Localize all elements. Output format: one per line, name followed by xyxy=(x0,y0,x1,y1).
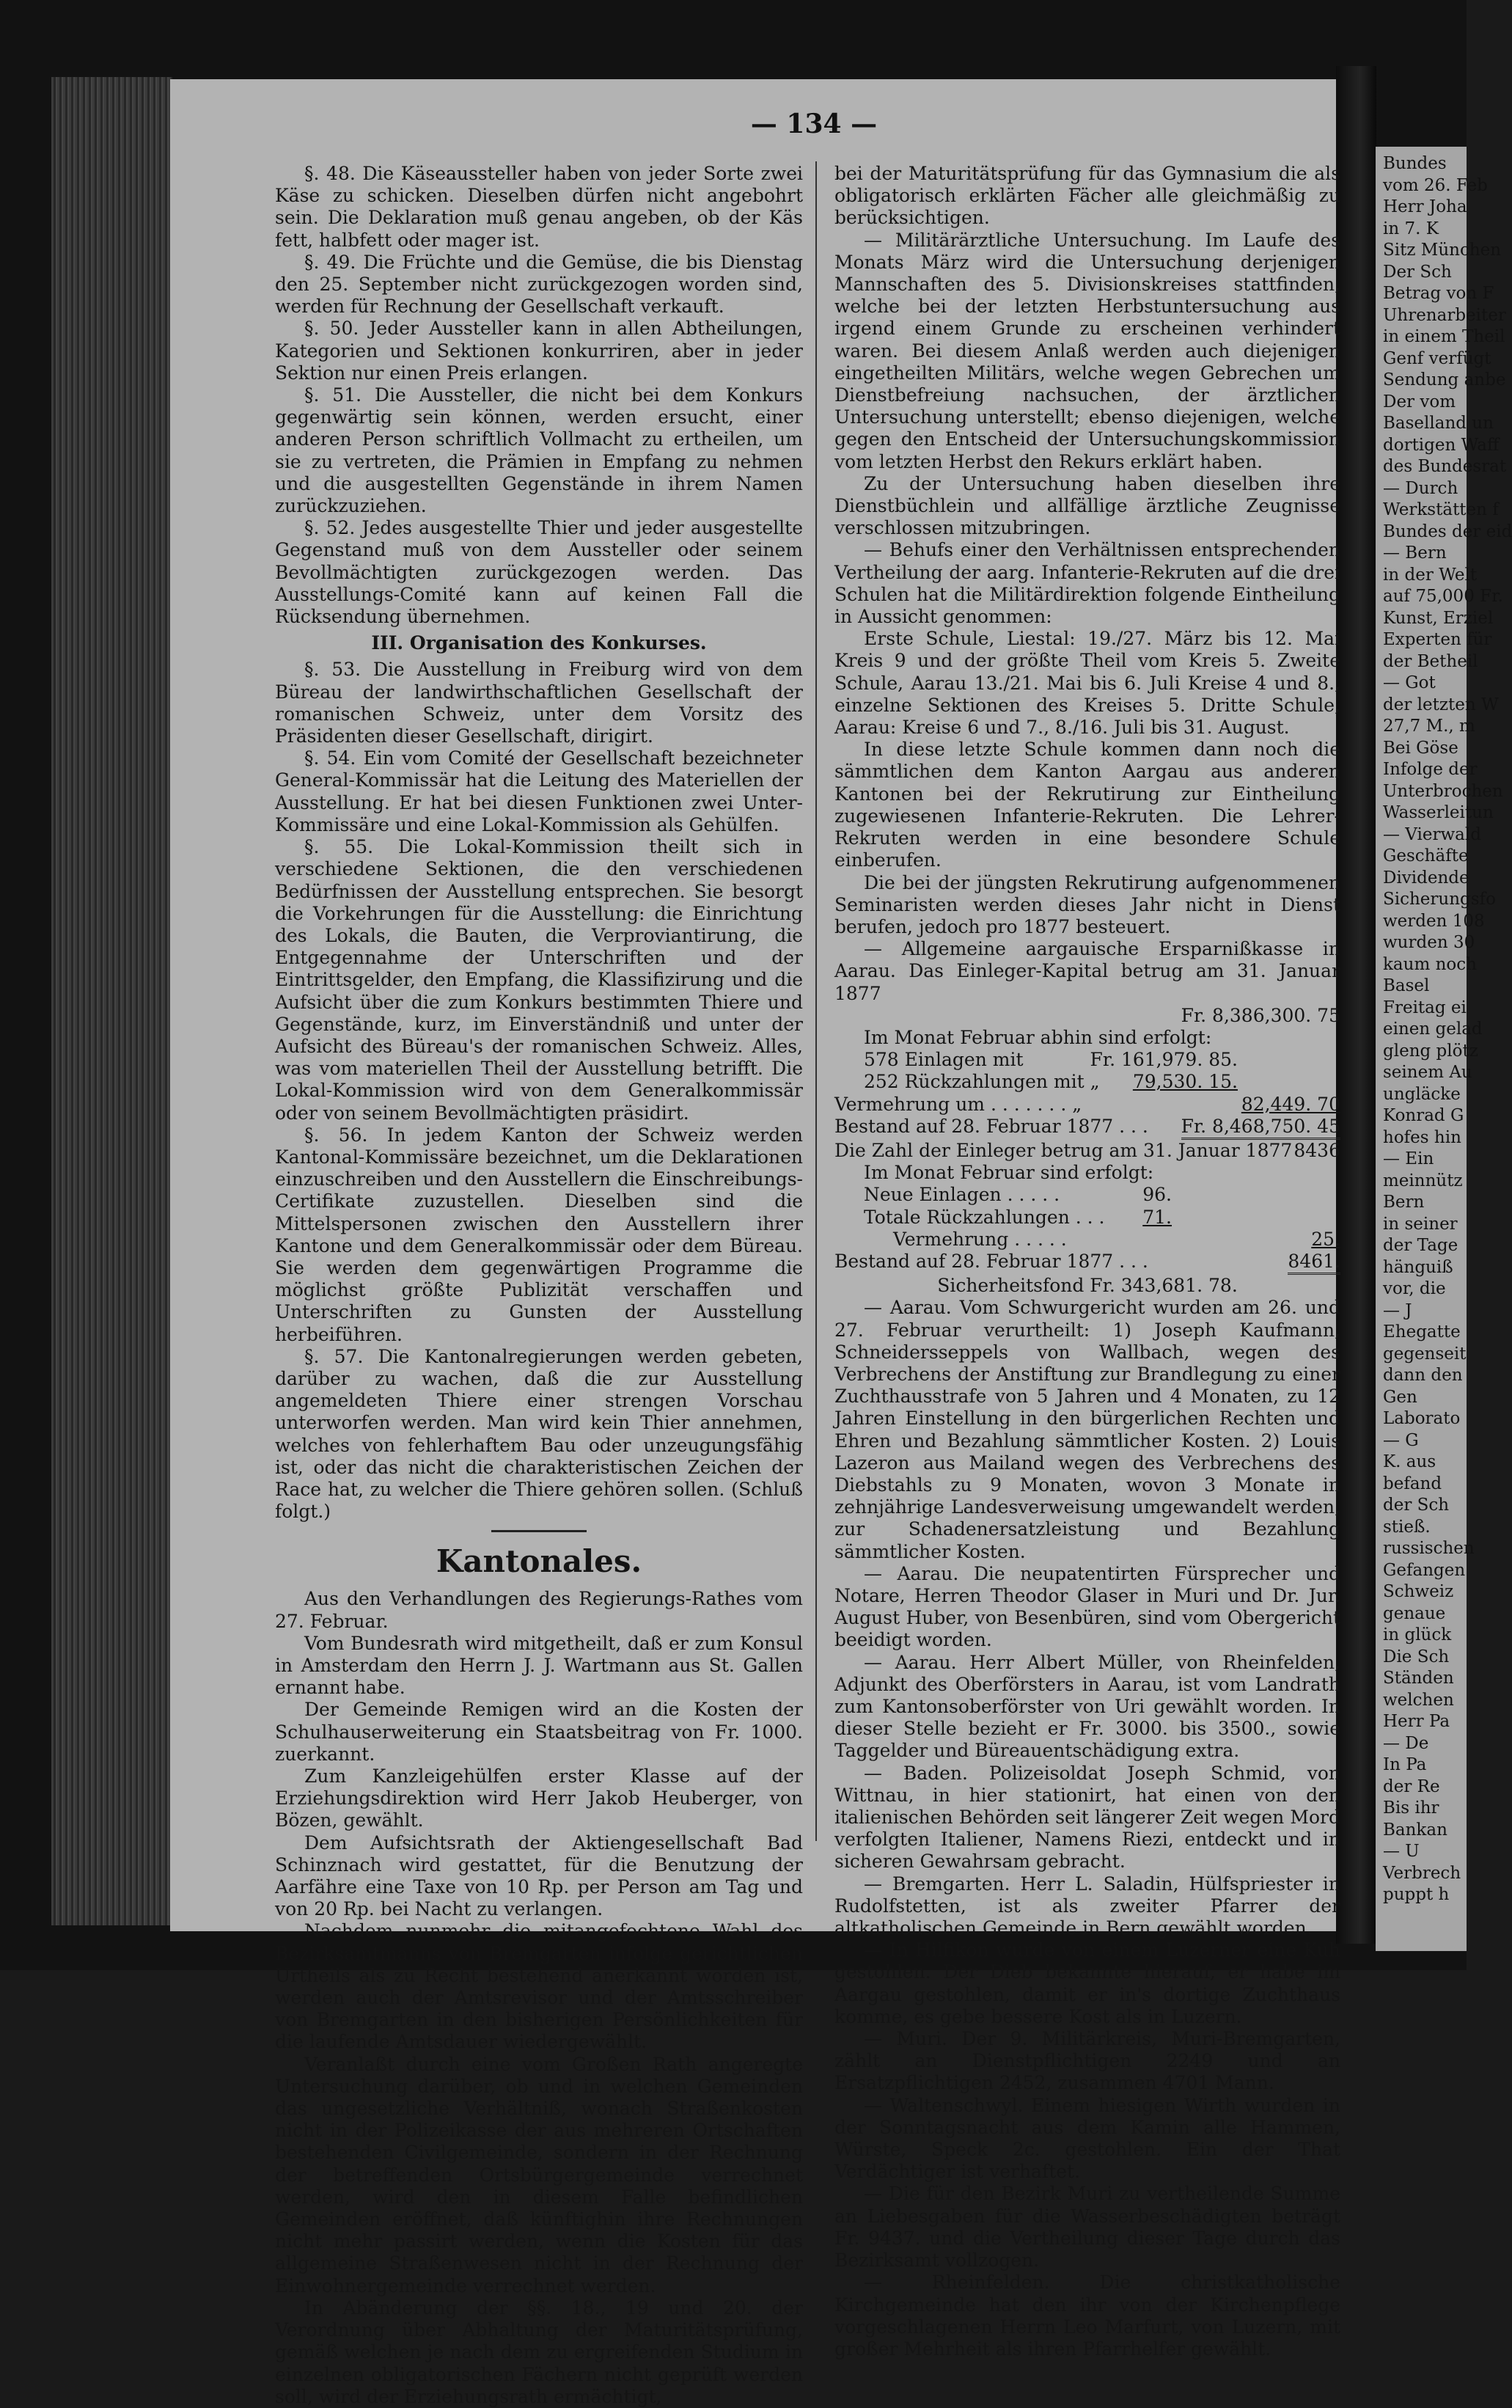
balance2-label: Bestand auf 28. Februar 1877 . . . xyxy=(834,1250,1148,1272)
capital-value: Fr. 8,386,300. 75 xyxy=(1181,1004,1340,1026)
paragraph: — Baden. Polizeisoldat Joseph Schmid, von Wittnau, in hier stationirt, hat einen von den italienischen Behörden seit längerer Zeit wegen Mord verfolgten Italiener, Namens Riezi, entdeckt und in sicheren Gewahrsam gebracht. xyxy=(834,1762,1340,1873)
next-page-line: Genf verfügt xyxy=(1383,348,1491,368)
next-page-line: auf 75,000 Fr. xyxy=(1383,587,1503,606)
next-page-line: Kunst, Erziel xyxy=(1383,608,1494,628)
next-page-line: genaue xyxy=(1383,1603,1446,1623)
next-page-line: Bern xyxy=(1383,1193,1425,1212)
balance-value: Fr. 8,468,750. 45 xyxy=(1181,1116,1340,1140)
next-page-line: Verbrech xyxy=(1383,1863,1461,1883)
next-page-line: stieß. xyxy=(1383,1517,1431,1537)
increase2-label: Vermehrung . . . . . xyxy=(893,1228,1067,1250)
next-page-line: Der vom xyxy=(1383,392,1456,411)
paragraph: Erste Schule, Liestal: 19./27. März bis 12. Mai Kreis 9 und der größte Theil vom Kreis 5. Zweite Schule, Aarau 13./21. Mai bis 6. Juli Kreise 4 und 8., einzelne Sektionen des Kreises 5. Dritte Schule, Aarau: Kreise 6 und 7., 8./16. Juli bis 31. August. xyxy=(834,628,1340,739)
next-page-line: — Ein xyxy=(1383,1149,1434,1168)
paragraph: Zum Kanzleigehülfen erster Klasse auf der Erziehungsdirektion wird Herr Jakob Heuberger, von Bözen, gewählt. xyxy=(275,1765,803,1831)
next-page-line: Der Sch xyxy=(1383,262,1452,282)
paragraph: — Die für den Bezirk Muri zu vertheilende Summe an Liebesgaben für die Wasserbeschädigten beträgt Fr. 9437. und die Vertheilung dieser Tage durch das Bezirksamt vollzogen. xyxy=(834,2183,1340,2272)
paragraph: §. 49. Die Früchte und die Gemüse, die bis Dienstag den 25. September nicht zurückgezogen worden sind, werden für Rechnung der Gesellschaft verkauft. xyxy=(275,251,803,318)
paragraph: Nachdem nunmehr die mitangefochtene Wahl des Bezirksamtmanns von Bremgarten infolge gerichtlichen Urtheils als zu Recht bestehend anerkannt worden ist, werden auch der Amtsrevisor und der Amtsschreiber von Bremgarten in den bisherigen Persönlichkeiten für die laufende Amtsdauer wiedergewählt. xyxy=(275,1920,803,2053)
next-page-line: der Re xyxy=(1383,1776,1440,1796)
next-page-line: Sendung anbe xyxy=(1383,370,1506,389)
paragraph: Aus den Verhandlungen des Regierungs-Rathes vom 27. Februar. xyxy=(275,1588,803,1632)
paragraph: — In Hilfikon wurde von einem Luzerner eine Kuh gestohlen. Der Dieb bekannte hierauf, er habe im Aargau gestohlen, damit er in's dortige Zuchthaus komme, es gebe bessere Kost als in Luzern. xyxy=(834,1939,1340,2027)
next-page-line: — U xyxy=(1383,1842,1420,1861)
section-rule xyxy=(491,1530,587,1532)
increase-label: Vermehrung um . . . . . . . „ xyxy=(834,1093,1082,1115)
next-page-line: kaum noch xyxy=(1383,954,1477,974)
next-page-line: Baselland un xyxy=(1383,414,1494,433)
next-page-line: — De xyxy=(1383,1733,1429,1753)
paragraph: — Aarau. Herr Albert Müller, von Rheinfelden, Adjunkt des Oberförsters in Aarau, ist vom Landrath zum Kantonsoberförster von Uri gewählt worden. In dieser Stelle bezieht er Fr. 3000. bis 3500., sowie Taggelder und Büreauentschädigung extra. xyxy=(834,1651,1340,1762)
next-page-line: Wasserleitun xyxy=(1383,803,1494,822)
next-page-line: Konrad G xyxy=(1383,1106,1464,1125)
next-page-line: des Bundesrat xyxy=(1383,457,1507,476)
next-page-line: der letzten W xyxy=(1383,695,1499,714)
next-page-line: 27,7 M., m xyxy=(1383,717,1475,736)
section-title: Kantonales. xyxy=(436,1543,642,1580)
next-page-line: — Vierwald xyxy=(1383,824,1481,844)
next-page-line: Gen xyxy=(1383,1387,1417,1407)
withdrawals-value: 79,530. 15. xyxy=(1132,1071,1238,1093)
section-heading: III. Organisation des Konkurses. xyxy=(371,632,707,654)
next-page-line: in der Welt xyxy=(1383,565,1478,585)
next-page-line: seinem Au xyxy=(1383,1063,1472,1082)
next-page-line: Infolge der xyxy=(1383,760,1478,779)
next-page-line: Schweiz xyxy=(1383,1582,1454,1601)
next-page-line: Betrag von F xyxy=(1383,284,1494,303)
next-page-line: meinnütz xyxy=(1383,1171,1463,1190)
next-page-line: werden 108 xyxy=(1383,911,1485,931)
next-page-line: Uhrenarbeiter xyxy=(1383,305,1506,325)
next-page-line: der Tage xyxy=(1383,1236,1458,1255)
paragraph: Die bei der jüngsten Rekrutirung aufgenommenen Seminaristen werden dieses Jahr nicht in Dienst berufen, jedoch pro 1877 besteuert. xyxy=(834,871,1340,937)
next-page-line: In Pa xyxy=(1383,1755,1427,1774)
paragraph-continued: bei der Maturitätsprüfung für das Gymnasium die als obligatorisch erklärten Fächer alle gleichmäßig zu berücksichtigen. xyxy=(834,163,1340,229)
paragraph: In Abänderung der §§. 18., 19 und 20. der Verordnung über Abhaltung der Maturitätsprüfung, gemäß welchen je nach dem zu ergreifenden Studium in einzelnen obligatorischen Fächern nicht geprüft werden soll, wird der Erziehungsrath ermächtigt, xyxy=(275,2297,803,2407)
paragraph: §. 55. Die Lokal-Kommission theilt sich in verschiedene Sektionen, die den verschiedenen Bedürfnissen der Ausstellung entsprechen. Sie besorgt die Vorkehrungen für die Ausstellung: die Einrichtung des Lokals, die Bauten, die Verproviantirung, die Entgegennahme der Unterschriften und der Eintrittsgelder, den Empfang, die Klassifizirung und die Aufsicht über die zum Konkurs bestimmten Thiere und Gegenstände, kurz, im Einverständniß und unter der Aufsicht des Büreau's der romanischen Schweiz. Alles, was vom materiellen Theil der Ausstellung betrifft. Die Lokal-Kommission wird von dem Generalkommissär oder von seinem Bevollmächtigten präsidirt. xyxy=(275,836,803,1124)
next-page-line: Basel xyxy=(1383,976,1430,995)
left-column xyxy=(275,163,803,2408)
next-page-line: Laborato xyxy=(1383,1409,1461,1428)
next-page-line: vom 26. Feb xyxy=(1383,175,1488,195)
next-page-line: Dividende xyxy=(1383,868,1469,888)
next-page-line: gegenseit xyxy=(1383,1344,1467,1364)
balance2-value: 8461. xyxy=(1288,1251,1340,1275)
next-page-line: welchen xyxy=(1383,1690,1454,1710)
paragraph: — Bremgarten. Herr L. Saladin, Hülfspriester in Rudolfstetten, ist als zweiter Pfarrer der altkatholischen Gemeinde in Bern gewählt worden. xyxy=(834,1873,1340,1939)
paragraph: §. 50. Jeder Aussteller kann in allen Abtheilungen, Kategorien und Sektionen konkurriren, aber in jeder Sektion nur einen Preis erlangen. xyxy=(275,318,803,384)
book-gutter xyxy=(1336,66,1376,1944)
next-page-line: Bundes xyxy=(1383,154,1447,173)
next-page-line: der Betheil xyxy=(1383,651,1478,671)
paragraph: §. 56. In jedem Kanton der Schweiz werden Kantonal-Kommissäre bezeichnet, um die Deklarationen einzuschreiben und den Ausstellern die Einschreibungs-Certifikate zuzustellen. Dieselben sind die Mittelspersonen zwischen den Ausstellern ihrer Kantone und dem Generalkommissär oder dem Büreau. Sie werden dem gegenwärtigen Programme die möglichst größte Publizität verschaffen und Unterschriften zu Gunsten der Ausstellung herbeiführen. xyxy=(275,1124,803,1345)
depositors-value: 8436 xyxy=(1293,1139,1340,1161)
month-intro: Im Monat Februar abhin sind erfolgt: xyxy=(864,1026,1212,1048)
right-column-lower xyxy=(834,1297,1340,2360)
next-page-line: — G xyxy=(1383,1430,1419,1450)
paragraph: §. 57. Die Kantonalregierungen werden gebeten, darüber zu wachen, daß die zur Ausstellung angemeldeten Thiere einer strengen Vorschau unterworfen werden. Man wird kein Thier annehmen, welches von fehlerhaftem Bau oder unzeugungsfähig ist, oder das nicht die charakteristischen Zeichen der Race hat, zu welcher die Thiere gehören sollen. (Schluß folgt.) xyxy=(275,1345,803,1523)
balance-label: Bestand auf 28. Februar 1877 . . . xyxy=(834,1115,1148,1137)
next-page-line: puppt h xyxy=(1383,1885,1450,1904)
next-page-line: — J xyxy=(1383,1300,1412,1320)
paragraph: §. 51. Die Aussteller, die nicht bei dem Konkurs gegenwärtig sein können, werden ersucht, einer anderen Person schriftlich Vollmacht zu ertheilen, um sie zu vertreten, die Prämien in Empfang zu nehmen und die ausgestellten Gegenstände in ihrem Namen zurückzuziehen. xyxy=(275,384,803,517)
next-page-line: vor, die xyxy=(1383,1279,1446,1298)
next-page-line: Bundes der eid xyxy=(1383,522,1512,541)
paragraph: — Muri. Der 9. Militärkreis, Muri-Bremgarten, zählt an Dienstpflichtigen 2249 und an Ersatzpflichtigen 2452, zusammen 4701 Mann. xyxy=(834,2028,1340,2094)
next-page-line: in seiner xyxy=(1383,1214,1458,1234)
next-page-line: Herr Pa xyxy=(1383,1712,1450,1731)
deposits-label: 578 Einlagen mit xyxy=(864,1049,1024,1071)
month-intro-2: Im Monat Februar sind erfolgt: xyxy=(864,1162,1154,1184)
next-page-line: Ehegatte xyxy=(1383,1322,1461,1342)
next-page-line: Bei Göse xyxy=(1383,738,1458,758)
paragraph: — Aarau. Die neupatentirten Fürsprecher und Notare, Herren Theodor Glaser in Muri und Dr. Jur. August Huber, von Besenbüren, sind vom Obergericht beeidigt worden. xyxy=(834,1562,1340,1651)
paragraph: — Waltenschwyl. Einem hiesigen Wirth wurden in der Sonntagsnacht aus dem Kamin alle Hammen, Würste, Speck 2c. gestohlen. Ein der That Verdächtiger ist verhaftet. xyxy=(834,2094,1340,2183)
paragraph: In diese letzte Schule kommen dann noch die sämmtlichen dem Kanton Aargau aus anderen Kantonen bei der Rekrutirung zur Eintheilung zugewiesenen Infanterie-Rekruten. Die Lehrer-Rekruten werden in eine besondere Schule einberufen. xyxy=(834,739,1340,871)
paragraph: Der Gemeinde Remigen wird an die Kosten der Schulhauserweiterung ein Staatsbeitrag von Fr. 1000. zuerkannt. xyxy=(275,1699,803,1765)
next-page-line: Herr Joha xyxy=(1383,197,1467,216)
next-page-line: Die Sch xyxy=(1383,1647,1450,1666)
column-divider xyxy=(815,161,817,1841)
next-page-line: Unterbrochen xyxy=(1383,781,1503,801)
next-page-line: einen gelad xyxy=(1383,1020,1483,1039)
total-withdrawals-label: Totale Rückzahlungen . . . xyxy=(864,1206,1105,1228)
next-page-line: ungläcke xyxy=(1383,1084,1461,1104)
next-page-line: Geschäfte xyxy=(1383,846,1469,866)
paragraph: — Militärärztliche Untersuchung. Im Laufe des Monats März wird die Untersuchung derjenigen Mannschaften des 5. Divisionskreises stattfinden, welche bei der letzten Herbstuntersuchung aus irgend einem Grunde zu erscheinen verhindert waren. Bei diesem Anlaß werden auch diejenigen eingetheilten Militärs, welche wegen Gebrechen um Dienstbefreiung nachsuchen, der ärztlichen Untersuchung unterstellt; ebenso diejenigen, welche gegen den Entscheid der Untersuchungskommission vom letzten Herbst den Rekurs erklärt haben. xyxy=(834,229,1340,472)
deposits-value: Fr. 161,979. 85. xyxy=(1090,1049,1238,1071)
next-page-fragment xyxy=(1376,147,1512,1951)
increase-value: 82,449. 70 xyxy=(1241,1093,1340,1115)
next-page-line: K. aus xyxy=(1383,1452,1436,1471)
paragraph: — Behufs einer den Verhältnissen entsprechenden Vertheilung der aarg. Infanterie-Rekruten auf die drei Schulen hat die Militärdirektion folgende Eintheilung in Aussicht genommen: xyxy=(834,539,1340,628)
paragraph: §. 48. Die Käseaussteller haben von jeder Sorte zwei Käse zu schicken. Dieselben dürfen nicht angebohrt sein. Die Deklaration muß genau angeben, ob der Käs fett, halbfett oder mager ist. xyxy=(275,163,803,251)
paragraph: — Aarau. Vom Schwurgericht wurden am 26. und 27. Februar verurtheilt: 1) Joseph Kaufmann, Schneidersseppels von Wallbach, wegen des Verbrechens der Anstiftung zur Brandlegung zu einer Zuchthausstrafe von 5 Jahren und 4 Monaten, zu 12 Jahren Einstellung in den bürgerlichen Rechten und Ehren und Bezahlung sämmtlicher Kosten. 2) Louis Lazeron aus Mailand wegen des Verbrechens des Diebstahls zu 9 Monaten, wovon 3 Monate in zehnjährige Landesverweisung umgewandelt werden, zur Schadenersatzleistung und Bezahlung sämmtlicher Kosten. xyxy=(834,1297,1340,1562)
next-page-line: Bankan xyxy=(1383,1820,1447,1840)
next-page-line: in glück xyxy=(1383,1625,1452,1644)
next-page-line: Freitag ei xyxy=(1383,998,1467,1017)
next-page-line: — Bern xyxy=(1383,544,1447,563)
page-stack-edge xyxy=(51,77,172,1925)
next-page-line: in 7. K xyxy=(1383,219,1439,238)
next-page-line: befand xyxy=(1383,1474,1442,1493)
next-page-line: hänguiß xyxy=(1383,1257,1453,1277)
depositors-label: Die Zahl der Einleger betrug am 31. Januar 1877 xyxy=(834,1139,1293,1161)
paragraph: Dem Aufsichtsrath der Aktiengesellschaft Bad Schinznach wird gestattet, für die Benutzung der Aarfähre eine Taxe von 10 Rp. per Person am Tag und von 20 Rp. bei Nacht zu verlangen. xyxy=(275,1831,803,1920)
page-number: — 134 — xyxy=(750,109,878,139)
next-page-line: Sitz München xyxy=(1383,241,1502,260)
next-page-line: Gefangen xyxy=(1383,1560,1466,1580)
savings-table xyxy=(834,1005,1340,1298)
next-page-line: dann den xyxy=(1383,1366,1463,1385)
next-page-line: Ständen xyxy=(1383,1669,1454,1688)
next-page-line: Werkstätten f xyxy=(1383,500,1499,519)
next-page-line: Bis ihr xyxy=(1383,1798,1439,1818)
right-column xyxy=(834,163,1340,2360)
paragraph: §. 52. Jedes ausgestellte Thier und jeder ausgestellte Gegenstand muß von dem Aussteller oder seinem Bevollmächtigten zurückgezogen werden. Das Ausstellungs-Comité kann auf keinen Fall die Rücksendung übernehmen. xyxy=(275,517,803,628)
next-page-line: gleng plötz xyxy=(1383,1041,1478,1061)
paragraph: §. 53. Die Ausstellung in Freiburg wird von dem Büreau der landwirthschaftlichen Gesellschaft der romanischen Schweiz, unter dem Vorsitz des Präsidenten dieser Gesellschaft, dirigirt. xyxy=(275,659,803,747)
next-page-line: Experten für xyxy=(1383,630,1492,649)
next-page-line: — Got xyxy=(1383,673,1436,692)
withdrawals-label: 252 Rückzahlungen mit „ xyxy=(864,1071,1100,1093)
paragraph: Zu der Untersuchung haben dieselben ihre Dienstbüchlein und allfällige ärztliche Zeugnisse verschlossen mitzubringen. xyxy=(834,472,1340,539)
next-page-line: — Durch xyxy=(1383,478,1458,498)
new-deposits-value: 96. xyxy=(1142,1184,1172,1206)
paragraph: §. 54. Ein vom Comité der Gesellschaft bezeichneter General-Kommissär hat die Leitung des Materiellen der Ausstellung. Er hat bei diesen Funktionen zwei Unter-Kommissäre und eine Lokal-Kommission als Gehülfen. xyxy=(275,747,803,835)
right-column-upper xyxy=(834,163,1340,1005)
next-page-line: hofes hin xyxy=(1383,1127,1461,1147)
next-page-line: dortigen Waff xyxy=(1383,435,1500,455)
new-deposits-label: Neue Einlagen . . . . . xyxy=(864,1184,1060,1206)
paragraph: Veranlaßt durch eine vom Großen Rath angeregte Untersuchung darüber, ob und in welchen Gemeinden das ungesetzliche Verhältniß, wonach Straßenkosten nicht in der Polizeikasse der aus mehreren Ortschaften bestehenden Civilgemeinde, sondern in der Rechnung der betreffenden Ortsbürgergemeinde verrechnet werden, wird den in diesem Falle befindlichen Gemeinden eröffnet, daß künftighin ihre Rechnungen nicht mehr passirt werden, wenn die Kosten für das allgemeine Straßenwesen nicht in der Rechnung der Einwohnergemeinde verrechnet werden. xyxy=(275,2053,803,2297)
next-page-line: russischen xyxy=(1383,1539,1475,1558)
total-withdrawals-value: 71. xyxy=(1142,1206,1172,1228)
paragraph: Vom Bundesrath wird mitgetheilt, daß er zum Konsul in Amsterdam den Herrn J. J. Wartmann aus St. Gallen ernannt habe. xyxy=(275,1632,803,1699)
next-page-line: in einem Theil xyxy=(1383,327,1505,346)
next-page-line: Sicherungsfo xyxy=(1383,890,1496,909)
paragraph: — Rheinfelden. Die christkatholische Kirchgemeinde hat den ihr von der Kirchenpflege vorgeschlagenen Herrn Leo Marfurt, von Luzern, mit großer Mehrheit als ihren Pfarrhelfer gewählt. xyxy=(834,2272,1340,2360)
increase2-value: 25. xyxy=(1311,1228,1340,1250)
security-fund: Sicherheitsfond Fr. 343,681. 78. xyxy=(937,1275,1238,1297)
paragraph: — Allgemeine aargauische Ersparnißkasse in Aarau. Das Einleger-Kapital betrug am 31. Januar 1877 xyxy=(834,938,1340,1004)
next-page-line: der Sch xyxy=(1383,1496,1450,1515)
next-page-line: wurden 30 xyxy=(1383,933,1475,952)
